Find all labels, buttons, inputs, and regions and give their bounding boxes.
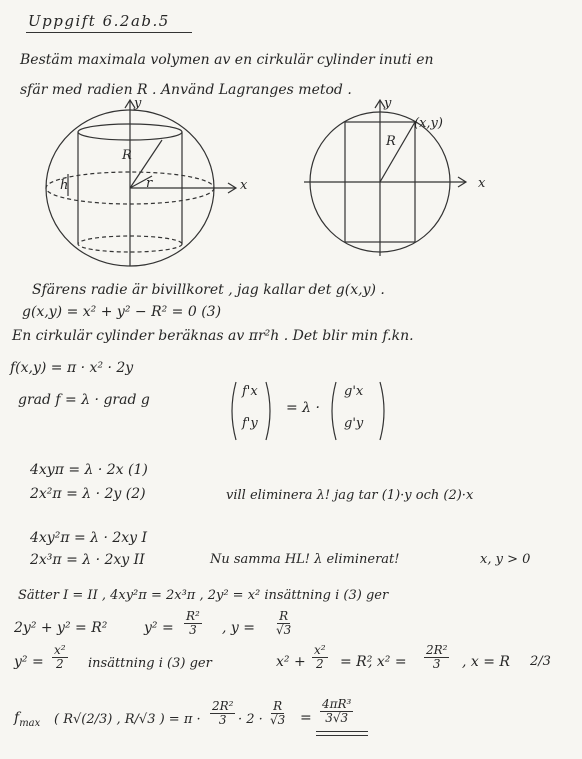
equation-II: 2x³π = λ · 2xy II: [30, 552, 145, 568]
problem-line-2: sfär med radien R . Använd Lagranges metod .: [20, 82, 352, 98]
answer-numerator: 4πR³: [322, 697, 352, 711]
grad-g-x: g'x: [344, 384, 364, 399]
fmax-label: [14, 710, 40, 729]
bracket-f-right: [266, 382, 270, 440]
problem-line-1: Bestäm maximala volymen av en cirkulär cylinder inuti en: [20, 52, 434, 68]
fraction-R-over-root3: [274, 610, 293, 637]
fig-left-R-label: R: [122, 148, 132, 163]
answer-underline-2: [316, 735, 368, 736]
equation-2: 2x²π = λ · 2y (2): [30, 486, 146, 502]
text-line-f: f(x,y) = π · x² · 2y: [10, 360, 134, 376]
radius-line-right: [380, 122, 415, 182]
final-equals: =: [300, 710, 312, 726]
fig-left-y-label: y: [134, 96, 142, 111]
fig-left-x-label: x: [240, 178, 248, 193]
y-equals-label: , y =: [222, 620, 255, 636]
text-line-cylinder: En cirkulär cylinder beräknas av πr²h . Det blir min f.kn.: [12, 328, 414, 344]
text-line-g: g(x,y) = x² + y² − R² = 0 (3): [22, 304, 222, 320]
equation-1: 4xyπ = λ · 2x (1): [30, 462, 148, 478]
answer-denominator: 3√3: [325, 711, 349, 725]
fig-right-x-label: x: [478, 176, 486, 191]
fig-right-point-label: (x,y): [414, 116, 443, 131]
sphere-cylinder-figure: [40, 96, 270, 271]
fraction-2R2-over-3: [424, 644, 449, 671]
eliminate-note: vill eliminera λ! jag tar (1)·y och (2)·x: [226, 488, 474, 503]
title-underline: [26, 32, 192, 33]
grad-f-x: f'x: [242, 384, 258, 399]
equation-I: 4xy²π = λ · 2xy I: [30, 530, 148, 546]
grad-g-y: g'y: [344, 416, 364, 431]
fraction-denominator: 2: [55, 657, 64, 671]
fraction-denominator: 3: [432, 657, 441, 671]
fig-left-h-label: h: [60, 178, 69, 193]
answer-underline-1: [316, 731, 368, 732]
sum-equation: 2y² + y² = R²: [14, 620, 108, 636]
fig-left-r-label: r: [146, 176, 153, 191]
times-two: · 2 ·: [238, 712, 263, 727]
fraction-numerator: x²: [54, 643, 66, 657]
fraction-denominator: 3: [218, 713, 227, 727]
bracket-g-right: [380, 382, 384, 440]
x-squared-plus: x² +: [276, 654, 306, 670]
root-two-thirds: 2/3: [530, 654, 551, 669]
fmax-f: f: [14, 710, 20, 726]
bracket-f-left: [232, 382, 236, 440]
fig-right-R-label: R: [386, 134, 396, 149]
fraction-x2-over-2-b: [312, 644, 328, 671]
fraction-final-2R2-over-3: [210, 700, 235, 727]
fraction-numerator: R²: [186, 609, 200, 623]
fraction-final-R-over-root3: [268, 700, 287, 727]
fraction-denominator: 3: [189, 623, 197, 637]
bracket-g-left: [332, 382, 336, 440]
fraction-numerator: 2R²: [426, 643, 448, 657]
eliminated-note: Nu samma HL! λ eliminerat!: [210, 552, 400, 567]
fraction-denominator: √3: [270, 713, 286, 727]
equals-R2: = R²: [340, 654, 373, 670]
fraction-numerator: R: [273, 699, 283, 713]
fraction-numerator: R: [279, 609, 289, 623]
fraction-denominator: √3: [276, 623, 292, 637]
page-title: Uppgift 6.2ab.5: [28, 12, 170, 30]
positivity-condition: x, y > 0: [480, 552, 531, 567]
fraction-numerator: x²: [314, 643, 326, 657]
grad-f-y: f'y: [242, 416, 258, 431]
insertion-note: insättning i (3) ger: [88, 656, 212, 671]
y-squared-x-label: y² =: [14, 654, 44, 670]
grad-equals-lambda: = λ ·: [286, 400, 320, 416]
fmax-arguments: ( R√(2/3) , R/√3 ) = π ·: [54, 712, 201, 727]
x-squared-equals: , x² =: [368, 654, 407, 670]
fraction-denominator: 2: [315, 657, 324, 671]
text-line-constraint: Sfärens radie är bivillkoret , jag kallar det g(x,y) .: [32, 282, 385, 298]
y-squared-label: y² =: [144, 620, 174, 636]
fig-right-y-label: y: [384, 96, 392, 111]
text-line-grad: grad f = λ · grad g: [18, 392, 150, 408]
fraction-R2-over-3: [184, 610, 202, 637]
fmax-subscript: max: [19, 717, 41, 729]
circle-rectangle-figure: [300, 96, 500, 266]
substitution-line: Sätter I = II , 4xy²π = 2x³π , 2y² = x² insättning i (3) ger: [18, 588, 389, 603]
fraction-x2-over-2: [52, 644, 68, 671]
x-equals-R: , x = R: [462, 654, 510, 670]
final-answer: [320, 698, 353, 725]
fraction-numerator: 2R²: [212, 699, 234, 713]
